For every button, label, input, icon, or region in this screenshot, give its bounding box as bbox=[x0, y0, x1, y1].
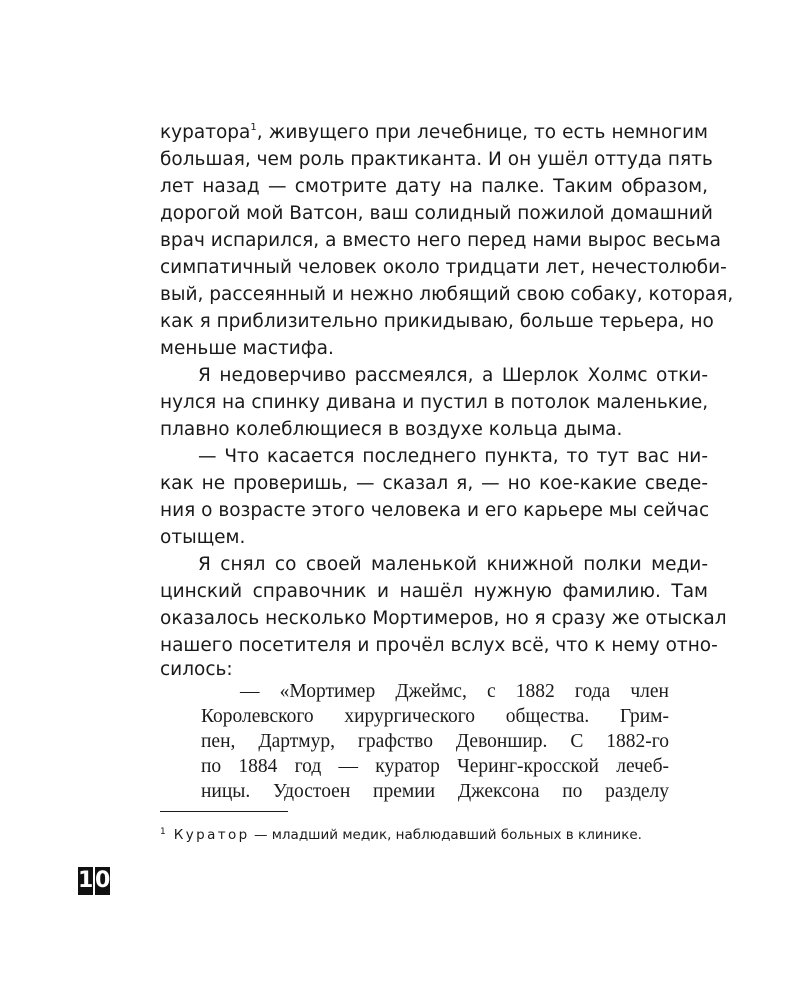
text-line: плавно колеблющиеся в воздухе кольца дыма. bbox=[160, 419, 623, 440]
footnote bbox=[160, 823, 642, 844]
text-line: цинский справочник и нашёл нужную фамилию. Там bbox=[160, 581, 708, 602]
text-line: врач испарился, а вместо него перед нами вырос весьма bbox=[160, 230, 721, 251]
page-number bbox=[78, 867, 110, 895]
text-line: меньше мастифа. bbox=[160, 338, 334, 359]
footnote-term: Куратор bbox=[173, 827, 250, 843]
text-line: оказалось несколько Мортимеров, но я сразу же отыскал bbox=[160, 608, 727, 629]
footnote-mark: 1 bbox=[160, 827, 166, 837]
quote-line: Королевского хирургического общества. Грим- bbox=[201, 706, 669, 727]
text-line: как не проверишь, — сказал я, — но кое-какие сведе- bbox=[160, 473, 708, 494]
text-line: Я недоверчиво рассмеялся, а Шерлок Холмс отки- bbox=[198, 365, 708, 386]
text-line: вый, рассеянный и нежно любящий свою собаку, которая, bbox=[160, 284, 734, 305]
text-line bbox=[160, 120, 708, 146]
text-fragment: куратора bbox=[160, 122, 251, 143]
text-line: симпатичный человек около тридцати лет, нечестолюби- bbox=[160, 257, 727, 278]
text-line: Я снял со своей маленькой книжной полки меди- bbox=[198, 554, 708, 575]
footnote-reference[interactable]: 1 bbox=[250, 122, 257, 133]
text-line: ния о возрасте этого человека и его карьере мы сейчас bbox=[160, 500, 710, 521]
text-line: нулся на спинку дивана и пустил в потолок маленькие, bbox=[160, 392, 709, 413]
quote-line: — «Мортимер Джеймс, с 1882 года член bbox=[240, 681, 669, 702]
quote-line: ницы. Удостоен премии Джексона по разделу bbox=[201, 781, 669, 802]
text-fragment: , живущего при лечебнице, то есть немногим bbox=[256, 122, 708, 143]
text-line: дорогой мой Ватсон, ваш солидный пожилой домашний bbox=[160, 203, 713, 224]
quote-line: пен, Дартмур, графство Девоншир. С 1882-го bbox=[201, 731, 669, 752]
page-number-digit: 0 bbox=[95, 868, 111, 893]
text-line: силось: bbox=[160, 659, 233, 680]
text-line: — Что касается последнего пункта, то тут вас ни- bbox=[198, 446, 708, 467]
text-line: нашего посетителя и прочёл вслух всё, что к нему отно- bbox=[160, 635, 718, 656]
text-line: большая, чем роль практиканта. И он ушёл оттуда пять bbox=[160, 149, 713, 170]
footnote-divider bbox=[160, 811, 288, 812]
quote-line: по 1884 год — куратор Черинг-кросской лечеб- bbox=[201, 756, 669, 777]
footnote-text: — младший медик, наблюдавший больных в клинике. bbox=[249, 827, 642, 843]
text-line: отыщем. bbox=[160, 527, 246, 548]
text-line: лет назад — смотрите дату на палке. Таким образом, bbox=[160, 176, 708, 197]
text-line: как я приблизительно прикидываю, больше терьера, но bbox=[160, 311, 714, 332]
page-number-digit: 1 bbox=[78, 868, 94, 893]
